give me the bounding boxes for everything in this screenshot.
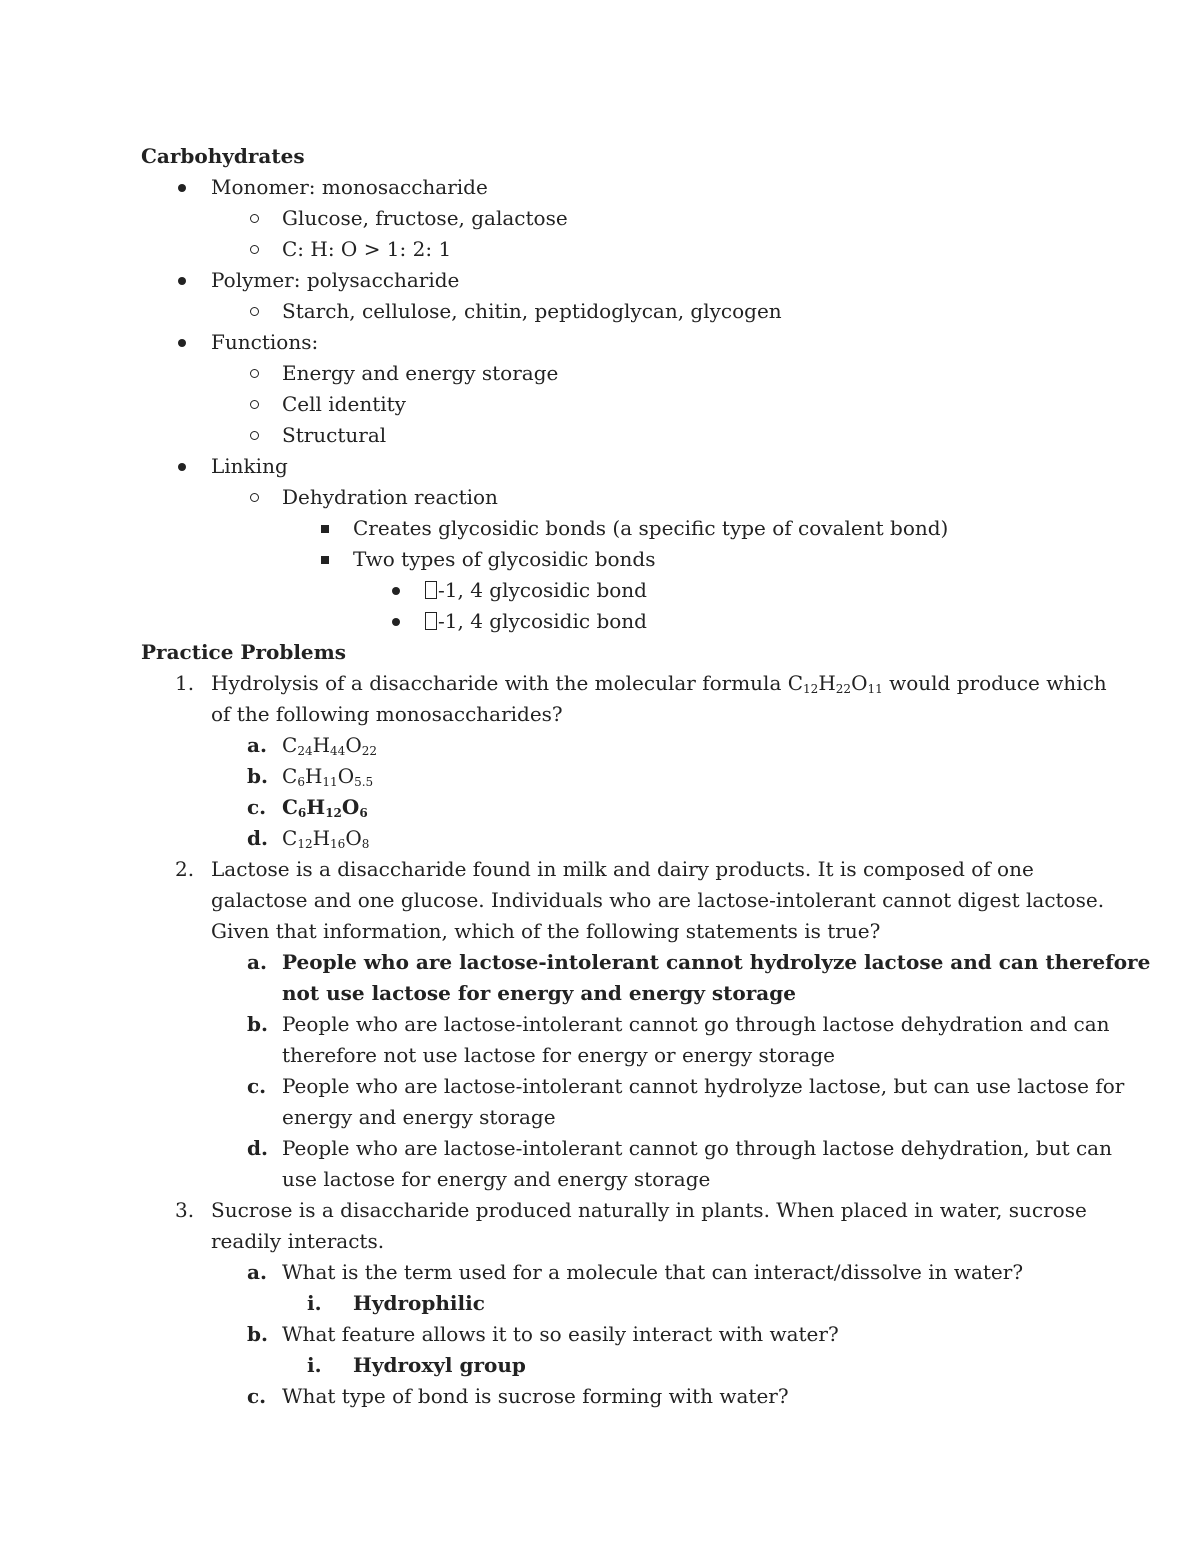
question-1: 1. Hydrolysis of a disaccharide with the molecular formula $C_{12}H_{22}O_{11}$ would produce which (175, 671, 1107, 696)
circle-bullet-icon (250, 214, 259, 223)
part-c: c. What type of bond is sucrose forming with water? (247, 1384, 789, 1408)
bullet-icon (178, 339, 186, 347)
answer: i. Hydrophilic (307, 1291, 485, 1315)
list-item: Starch, cellulose, chitin, peptidoglycan, glycogen (0, 296, 1200, 327)
question-text: of the following monosaccharides? (211, 702, 563, 726)
bullet-icon (178, 277, 186, 285)
list-item: Glucose, fructose, galactose (0, 203, 1200, 234)
option-a: a. $C_{24}H_{44}O_{22}$ (247, 733, 378, 758)
circle-bullet-icon (250, 369, 259, 378)
option-c: c. $C_6H_{12}O_6$ (247, 795, 368, 820)
answer: i. Hydroxyl group (307, 1353, 526, 1377)
bullet-icon (178, 184, 186, 192)
option-b: b. $C_6H_{11}O_{5.5}$ (247, 764, 374, 789)
bullet-icon (392, 587, 400, 595)
circle-bullet-icon (250, 431, 259, 440)
part-a: a. What is the term used for a molecule that can interact/dissolve in water? (247, 1260, 1024, 1284)
list-item: Functions: (0, 327, 1200, 358)
option-text: not use lactose for energy and energy storage (282, 981, 796, 1005)
list-item: Energy and energy storage (0, 358, 1200, 389)
question-2: 2. Lactose is a disaccharide found in milk and dairy products. It is composed of one (175, 857, 1034, 881)
section-title-practice-problems: Practice Problems (141, 640, 347, 664)
circle-bullet-icon (250, 307, 259, 316)
list-item: C: H: O > 1: 2: 1 (0, 234, 1200, 265)
section-title-carbohydrates: Carbohydrates (141, 144, 305, 168)
option-text: energy and energy storage (282, 1105, 556, 1129)
list-item: -1, 4 glycosidic bond (0, 606, 1200, 637)
option-a: a. People who are lactose-intolerant cannot hydrolyze lactose and can therefore (247, 950, 1151, 974)
square-bullet-icon (321, 525, 329, 533)
option-d: d. People who are lactose-intolerant cannot go through lactose dehydration, but can (247, 1136, 1112, 1160)
option-text: therefore not use lactose for energy or energy storage (282, 1043, 835, 1067)
list-item: Cell identity (0, 389, 1200, 420)
list-item: Polymer: polysaccharide (0, 265, 1200, 296)
option-c: c. People who are lactose-intolerant cannot hydrolyze lactose, but can use lactose for (247, 1074, 1125, 1098)
question-text: galactose and one glucose. Individuals who are lactose-intolerant cannot digest lactose. (211, 888, 1105, 912)
circle-bullet-icon (250, 400, 259, 409)
list-item: Creates glycosidic bonds (a specific type of covalent bond) (0, 513, 1200, 544)
list-item: Monomer: monosaccharide (0, 172, 1200, 203)
circle-bullet-icon (250, 245, 259, 254)
list-item: Dehydration reaction (0, 482, 1200, 513)
list-item: Two types of glycosidic bonds (0, 544, 1200, 575)
question-text: readily interacts. (211, 1229, 385, 1253)
bullet-icon (178, 463, 186, 471)
list-item: -1, 4 glycosidic bond (0, 575, 1200, 606)
missing-glyph-icon (425, 612, 437, 630)
list-item: Structural (0, 420, 1200, 451)
bullet-icon (392, 618, 400, 626)
option-d: d. $C_{12}H_{16}O_8$ (247, 826, 370, 851)
list-item: Linking (0, 451, 1200, 482)
part-b: b. What feature allows it to so easily interact with water? (247, 1322, 839, 1346)
circle-bullet-icon (250, 493, 259, 502)
missing-glyph-icon (425, 581, 437, 599)
question-text: Given that information, which of the following statements is true? (211, 919, 881, 943)
option-text: use lactose for energy and energy storage (282, 1167, 711, 1191)
question-3: 3. Sucrose is a disaccharide produced naturally in plants. When placed in water, sucrose (175, 1198, 1087, 1222)
option-b: b. People who are lactose-intolerant cannot go through lactose dehydration and can (247, 1012, 1110, 1036)
square-bullet-icon (321, 556, 329, 564)
